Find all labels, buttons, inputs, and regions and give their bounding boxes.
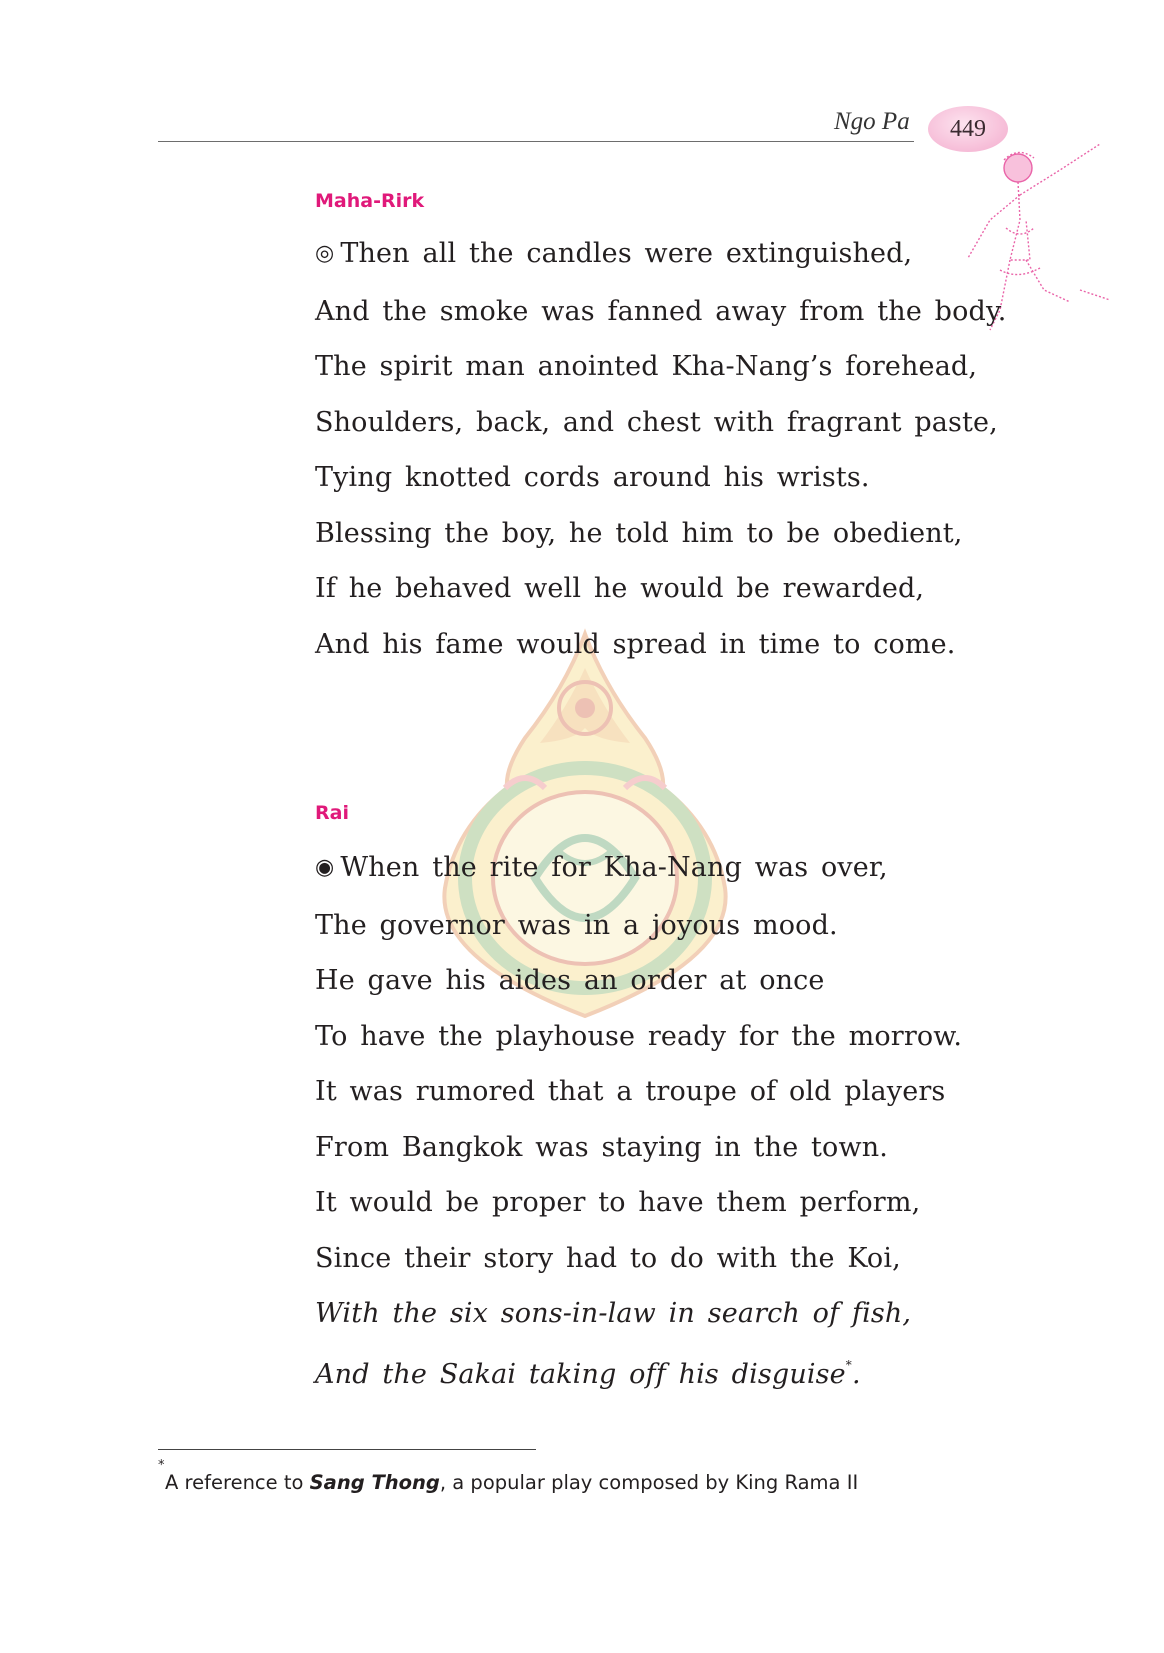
verse-line: ◉ When the rite for Kha-Nang was over, [315, 852, 888, 883]
footnote-title: Sang Thong [309, 1471, 440, 1494]
verse-line: Tying knotted cords around his wrists. [315, 462, 870, 493]
verse-stanza [315, 226, 1007, 672]
verse-line: From Bangkok was staying in the town. [315, 1131, 888, 1163]
footnote-marker: * [845, 1357, 852, 1372]
verse-line: It was rumored that a troupe of old players [315, 1076, 946, 1107]
section-rai [315, 802, 962, 1402]
verse-line: To have the playhouse ready for the morrow. [315, 1020, 963, 1052]
footnote-rule [158, 1449, 536, 1450]
verse-line: It would be proper to have them perform, [315, 1187, 921, 1218]
verse-line: He gave his aides an order at once [315, 965, 825, 996]
verse-line: And the smoke was fanned away from the body. [315, 295, 1007, 327]
verse-line: Blessing the boy, he told him to be obedient, [315, 517, 963, 549]
running-title: Ngo Pa [834, 108, 910, 135]
verse-line: And the Sakai taking off his disguise*. [315, 1357, 861, 1390]
footnote-marker: * [158, 1458, 165, 1473]
footnote-text: A reference to Sang Thong, a popular play composed by King Rama II [165, 1471, 859, 1494]
header-rule [158, 141, 914, 142]
stanza-marker-icon: ◉ [315, 855, 335, 880]
verse-line: The governor was in a joyous mood. [315, 909, 838, 941]
section-heading: Maha-Rirk [315, 190, 425, 212]
verse-stanza [315, 840, 962, 1402]
page-number: 449 [950, 115, 986, 142]
section-heading: Rai [315, 802, 349, 824]
section-maha-rirk [315, 190, 1007, 672]
verse-line: If he behaved well he would be rewarded, [315, 573, 925, 604]
stanza-marker-icon: ◎ [315, 241, 335, 266]
verse-line: And his fame would spread in time to come. [315, 628, 956, 660]
verse-line: Shoulders, back, and chest with fragrant paste, [315, 406, 998, 438]
verse-line: The spirit man anointed Kha-Nang’s forehead, [315, 351, 978, 382]
verse-line: Since their story had to do with the Koi, [315, 1242, 901, 1274]
verse-line: ◎ Then all the candles were extinguished, [315, 238, 913, 269]
verse-line: With the six sons-in-law in search of fish, [315, 1298, 912, 1329]
